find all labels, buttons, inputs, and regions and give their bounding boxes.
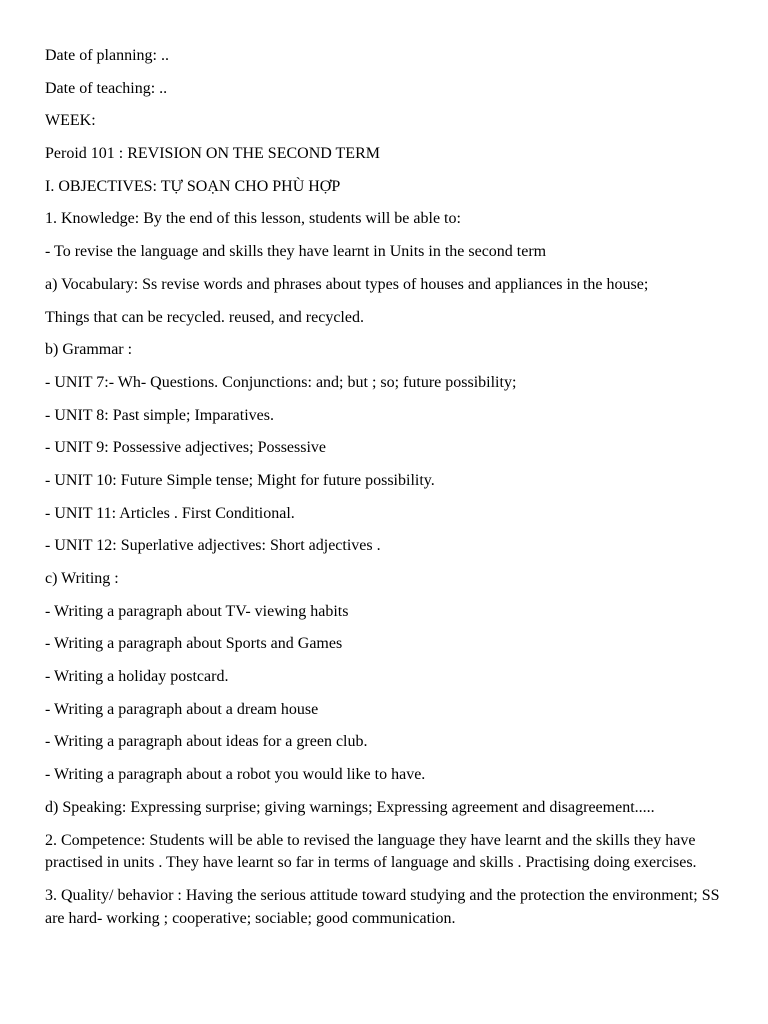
grammar-unit-7: - UNIT 7:- Wh- Questions. Conjunctions: and; but ; so; future possibility; xyxy=(45,373,517,391)
date-of-planning: Date of planning: .. xyxy=(45,47,169,64)
competence-paragraph: 2. Competence: Students will be able to revised the language they have learnt and the skills they have practised in units . They have learnt so far in terms of language and skills . Practising doing exercises. xyxy=(45,831,697,871)
grammar-unit-11: - UNIT 11: Articles . First Conditional. xyxy=(45,504,295,522)
writing-item-green-club: - Writing a paragraph about ideas for a green club. xyxy=(45,733,368,751)
writing-item-sports: - Writing a paragraph about Sports and Games xyxy=(45,635,343,653)
date-of-teaching: Date of teaching: .. xyxy=(45,79,168,97)
writing-item-robot: - Writing a paragraph about a robot you would like to have. xyxy=(45,766,426,784)
period-title: Peroid 101 : REVISION ON THE SECOND TERM xyxy=(45,145,380,163)
grammar-heading: b) Grammar : xyxy=(45,341,133,359)
grammar-unit-9: - UNIT 9: Possessive adjectives; Possessive xyxy=(45,439,327,457)
grammar-unit-10: - UNIT 10: Future Simple tense; Might for future possibility. xyxy=(45,471,435,489)
revise-line: - To revise the language and skills they have learnt in Units in the second term xyxy=(45,243,547,261)
writing-item-postcard: - Writing a holiday postcard. xyxy=(45,668,229,686)
document-page xyxy=(45,45,735,941)
quality-behavior-paragraph: 3. Quality/ behavior : Having the serious attitude toward studying and the protection the environment; SS are hard- working ; cooperative; sociable; good communication. xyxy=(45,887,720,927)
grammar-unit-12: - UNIT 12: Superlative adjectives: Short adjectives . xyxy=(45,537,381,555)
week-label: WEEK: xyxy=(45,112,96,130)
grammar-unit-8: - UNIT 8: Past simple; Imparatives. xyxy=(45,406,274,424)
writing-item-tv: - Writing a paragraph about TV- viewing habits xyxy=(45,602,349,620)
objectives-heading: I. OBJECTIVES: TỰ SOẠN CHO PHÙ HỢP xyxy=(45,177,341,195)
writing-item-dream-house: - Writing a paragraph about a dream house xyxy=(45,700,319,718)
writing-heading: c) Writing : xyxy=(45,570,119,587)
vocabulary-continued: Things that can be recycled. reused, and recycled. xyxy=(45,308,364,326)
speaking-line: d) Speaking: Expressing surprise; giving warnings; Expressing agreement and disagreement..... xyxy=(45,798,655,816)
knowledge-heading: 1. Knowledge: By the end of this lesson, students will be able to: xyxy=(45,210,461,228)
vocabulary-line: a) Vocabulary: Ss revise words and phrases about types of houses and appliances in the house; xyxy=(45,275,649,293)
